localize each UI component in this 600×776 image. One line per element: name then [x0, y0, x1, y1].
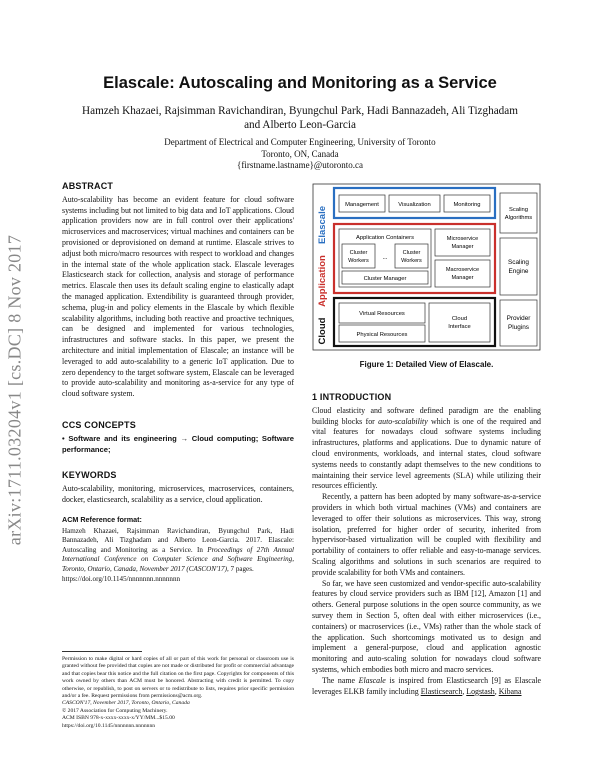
macroservice-manager-label-b: Manager — [451, 275, 474, 281]
cloud-interface-label-b: Interface — [448, 324, 471, 330]
acm-reference — [62, 515, 294, 584]
acm-reference-text: Hamzeh Khazaei, Rajsimman Ravichandiran, Byungchul Park, Hadi Bannazadeh, Ali Tizghadam and Alberto Leon-Garcia. 2017. Elascale: Autoscaling and Monitoring as a Service. In Proceedings of 27th Annual International Conference on Computer Science and Software Engineering, Toronto, Ontario, Canada, November 2017 (CASCON'17), 7 pages. — [62, 526, 295, 573]
management-label: Management — [345, 202, 379, 208]
cloud-interface-box — [429, 303, 490, 342]
conference-line: CASCON'17, November 2017, Toronto, Ontario, Canada — [62, 700, 190, 707]
abstract-text: Auto-scalability has become an evident feature for cloud software systems including but not limited to big data and IoT applications. Cloud application providers now are in full control over their applications' microservices and macroservices; virtual machines and containers can be provisioned or deprovisioned on demand at runtime. Elascale strives to adjust both micro/macro resources with respect to workload and changes in the internal state of the whole application stack. Elascale leverages Elasticsearch stack for collection, analysis and storage of performance metrics. Elascale then uses its default scaling engine to elastically adapt the managed application. Extendibility is guaranteed through provider, schema, plug-in and policy elements in the Elascale by which flexible scalability algorithms, including both reactive and proactive techniques, can be designed and implemented for various technologies, infrastructures and software stacks. In this paper, we present the architecture and initial implementation of Elascale; an instance will be leveraged to add auto-scalability to a generic IoT application. Due to zero dependency to the target software system, Elascale can be leveraged to provide auto-scalability and monitoring as-a-service for any type of cloud software system. — [62, 194, 294, 399]
intro-paragraph-4: The name Elascale is inspired from Elasticsearch [9] as Elascale leverages ELKB family including Elasticsearch, Logstash, Kibana — [312, 675, 541, 696]
application-containers-label: Application Containers — [355, 235, 415, 241]
cloud-interface-label-a: Cloud — [451, 316, 468, 322]
layer-label-cloud: Cloud — [317, 317, 328, 345]
arxiv-sidebar — [4, 180, 26, 600]
monitoring-label: Monitoring — [453, 202, 481, 208]
figure-caption: Figure 1: Detailed View of Elascale. — [359, 360, 494, 369]
provider-plugins-label-b: Plugins — [508, 324, 529, 331]
affiliation-email: {firstname.lastname}@utoronto.ca — [237, 160, 363, 170]
cluster-workers-label-1b: Workers — [348, 258, 369, 264]
provider-plugins-label-a: Provider — [506, 315, 531, 322]
ccs-section — [62, 420, 294, 455]
scaling-algorithms-box — [500, 193, 537, 233]
keywords-section — [62, 470, 294, 505]
introduction-section — [312, 392, 541, 697]
arxiv-id: arXiv:1711.03204v1 [cs.DC] 8 Nov 2017 — [4, 234, 25, 546]
figure-elascale — [312, 183, 541, 351]
cluster-workers-label-1a: Cluster — [349, 250, 368, 256]
affiliation-city: Toronto, ON, Canada — [261, 148, 339, 159]
scaling-engine-label-a: Scaling — [508, 259, 529, 266]
intro-paragraph-3: So far, we have seen customized and vendor-specific auto-scalability features by cloud service providers such as IBM [12], Amazon [1] and others. General purpose solutions in the open source community, as we survey them in Section 5, often deal with either microservices (i.e., containers) or macroservices (i.e., VMs) rather than the whole stack of the application. Such shortcomings motivated us to design and implement a general-purpose, cloud and application agnostic monitoring and auto-scaling solution for nowadays cloud software systems, which embodies both micro and macro services. — [312, 578, 541, 674]
ccs-text: • Software and its engineering → Cloud computing; Software performance; — [62, 433, 294, 454]
keywords-heading: KEYWORDS — [62, 470, 117, 480]
introduction-heading: 1 INTRODUCTION — [312, 392, 392, 402]
authors-line-1: Hamzeh Khazaei, Rajsimman Ravichandiran, Byungchul Park, Hadi Bannazadeh, Ali Tizghadam — [82, 105, 518, 117]
microservice-manager-label-b: Manager — [451, 244, 474, 250]
scaling-engine-box — [500, 238, 537, 295]
cluster-workers-box-1 — [342, 244, 375, 268]
ccs-heading: CCS CONCEPTS — [62, 420, 136, 430]
microservice-manager-box — [435, 229, 490, 256]
paper-title: Elascale: Autoscaling and Monitoring as a Service — [103, 74, 497, 92]
visualization-label: Visualization — [398, 202, 431, 208]
cluster-workers-label-2b: Workers — [401, 258, 422, 264]
authors-line-2: and Alberto Leon-Garcia — [244, 119, 356, 131]
ellipsis-label: ... — [382, 255, 388, 261]
copyright-line: © 2017 Association for Computing Machinery. — [62, 707, 168, 714]
microservice-manager-label-a: Microservice — [446, 236, 479, 242]
permission-notice: Permission to make digital or hard copies of all or part of this work for personal or classroom use is granted without fee provided that copies are not made or distributed for profit or commercial advantage and that copies bear this notice and the full citation on the first page. Copyrights for components of this work owned by others than ACM must be honored. Abstracting with credit is permitted. To copy otherwise, or republish, to post on servers or to redistribute to lists, requires prior specific permission and/or a fee. Request permissions from permissions@acm.org. — [62, 656, 294, 700]
provider-plugins-box — [500, 300, 537, 346]
abstract-heading: ABSTRACT — [62, 181, 114, 191]
footnote — [62, 656, 294, 730]
cluster-manager-label: Cluster Manager — [363, 276, 407, 282]
cluster-workers-label-2a: Cluster — [402, 250, 421, 256]
authors — [60, 104, 540, 132]
macroservice-manager-label-a: Macroservice — [445, 267, 480, 273]
acm-reference-heading: ACM Reference format: — [62, 515, 142, 524]
isbn-line: ACM ISBN 978-x-xxxx-xxxx-x/YY/MM...$15.00 — [62, 715, 175, 722]
affiliation-dept: Department of Electrical and Computer Engineering, University of Toronto — [164, 137, 436, 147]
scaling-engine-label-b: Engine — [508, 268, 529, 275]
cluster-workers-box-2 — [395, 244, 428, 268]
macroservice-manager-box — [435, 260, 490, 287]
scaling-algorithms-label-a: Scaling — [508, 207, 529, 213]
scaling-algorithms-label-b: Algorithms — [504, 215, 533, 221]
keywords-text: Auto-scalability, monitoring, microservices, macroservices, containers, docker, elasticsearch, scalability as a service, cloud application. — [62, 483, 294, 504]
intro-paragraph-1: Cloud elasticity and software defined paradigm are the enabling building blocks for auto-scalability which is one of the required and vital features for nowadays cloud software systems including infrastructures, platforms and applications. Due to dynamic nature of cloud environments, workloads, and internal states, cloud software systems needs to constantly adapt themselves to the new conditions to maintaining their service level agreements (SLA) while utilizing their resources efficiently. — [312, 405, 541, 491]
footnote-doi[interactable]: https://doi.org/10.1145/nnnnnnn.nnnnnnn — [62, 722, 156, 729]
virtual-resources-label: Virtual Resources — [359, 311, 405, 317]
physical-resources-label: Physical Resources — [356, 332, 408, 338]
intro-paragraph-2: Recently, a pattern has been adopted by many software-as-a-service providers in which both virtual machines (VMs) and containers are leveraged to offer their solutions as microservices. This way, strong isolation, preferred for higher order of security, inherited from hypervisor-based virtualization will be coupled with flexibility and portability of containers to offer reliable and easy-to-manage services. Scaling algorithms and solutions in such scenarios are required to provide scalability for both VMs and containers. — [312, 492, 541, 577]
footnote-rule — [62, 651, 142, 652]
abstract-section — [62, 181, 294, 400]
affiliation — [60, 137, 540, 172]
layer-label-application: Application — [317, 255, 328, 307]
layer-label-elascale: Elascale — [317, 205, 328, 245]
acm-reference-doi[interactable]: https://doi.org/10.1145/nnnnnnn.nnnnnnn — [62, 574, 181, 583]
